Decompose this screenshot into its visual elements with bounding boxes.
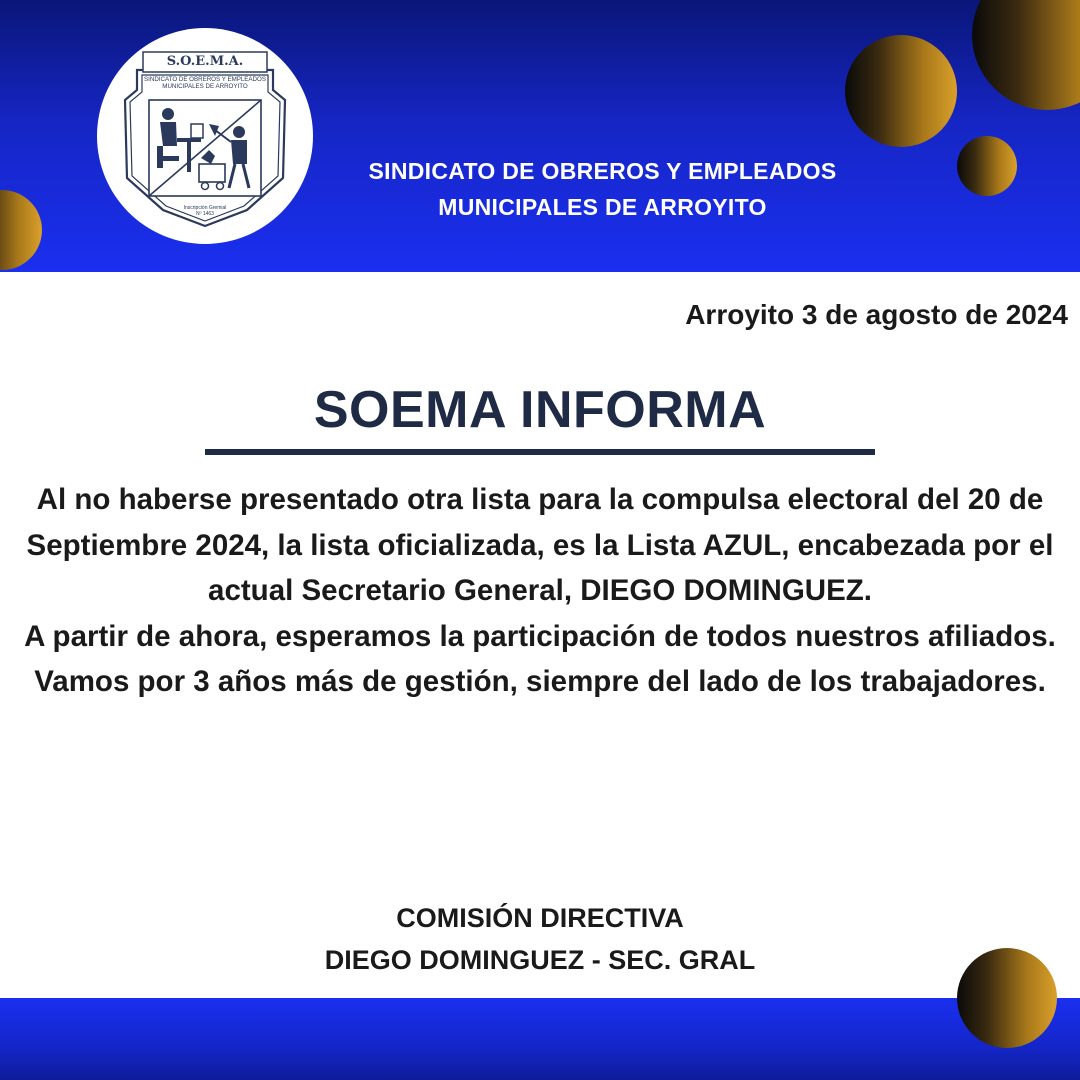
logo-name-line2: MUNICIPALES DE ARROYITO	[162, 83, 248, 90]
logo-registration	[165, 205, 245, 217]
organization-name-line1: SINDICATO DE OBREROS Y EMPLEADOS	[368, 158, 837, 184]
organization-name-line2: MUNICIPALES DE ARROYITO	[438, 194, 767, 220]
page-title: SOEMA INFORMA	[313, 381, 767, 439]
logo-acronym: S.O.E.M.A.	[166, 54, 244, 69]
signature-secretary: DIEGO DOMINGUEZ - SEC. GRAL	[324, 945, 756, 975]
organization-name	[330, 153, 875, 225]
decorative-orb-small	[957, 136, 1017, 196]
union-logo	[97, 28, 313, 244]
logo-registration-line2: Nº 1463	[196, 211, 214, 217]
notice-paragraph-1: Al no haberse presentado otra lista para la compulsa electoral del 20 de Septiembre 2024, la lista oficializada, es la Lista AZUL, encabezada por el actual Secretario General, DIEGO DOMINGUEZ.	[26, 483, 1054, 607]
logo-name-line1: SINDICATO DE OBREROS Y EMPLEADOS	[144, 76, 266, 83]
logo-registration-line1: Inscripción Gremial	[183, 205, 227, 211]
notice-date: Arroyito 3 de agosto de 2024	[685, 299, 1068, 330]
notice-paragraph-3: Vamos por 3 años más de gestión, siempre del lado de los trabajadores.	[34, 665, 1046, 698]
signature-committee: COMISIÓN DIRECTIVA	[396, 903, 684, 933]
title-underline	[205, 449, 875, 455]
notice-body	[20, 477, 1060, 705]
notice-paragraph-2: A partir de ahora, esperamos la participación de todos nuestros afiliados.	[24, 619, 1056, 653]
decorative-orb-large	[845, 35, 957, 147]
footer-band	[0, 998, 1080, 1080]
signature-block	[0, 897, 1080, 981]
logo-union-name	[139, 76, 271, 90]
